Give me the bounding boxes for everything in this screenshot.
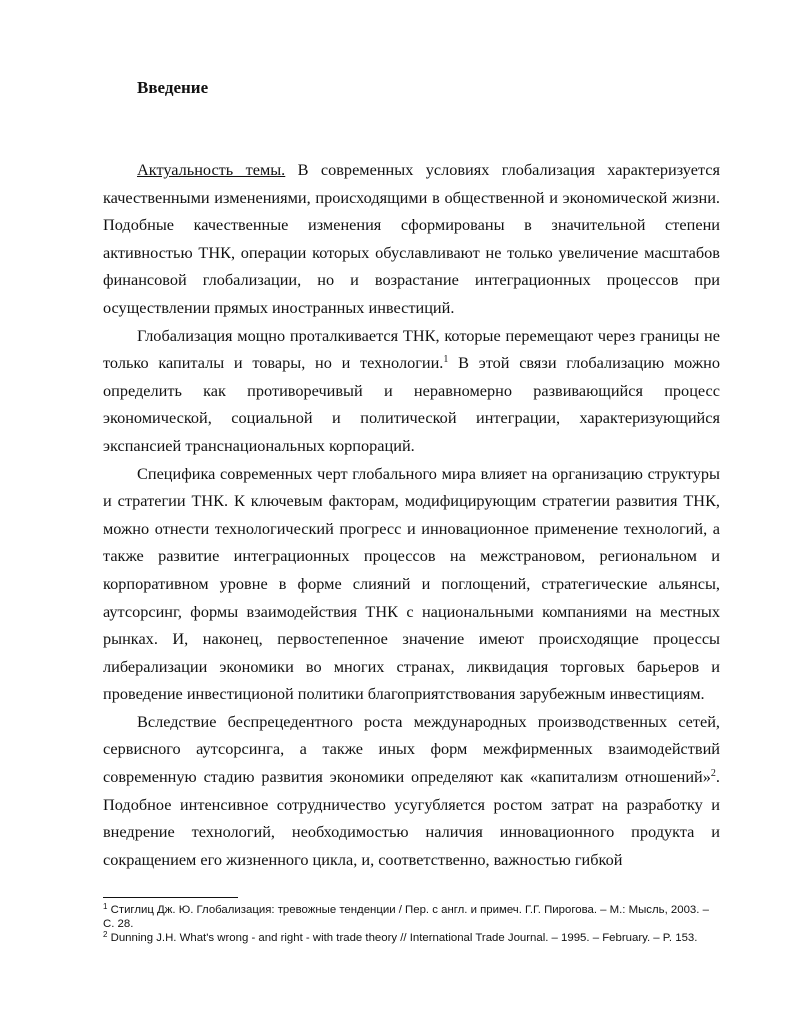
paragraph-text: Вследствие беспрецедентного роста международных производственных сетей, сервисного аутсорсинга, а также иных форм межфирменных взаимодействий современную стадию развития экономики определяют как «капитализм отношений» [103, 711, 720, 787]
paragraph-relevance [103, 156, 720, 322]
footnote-1 [103, 903, 720, 931]
paragraph-text: . Подобное интенсивное сотрудничество усугубляется ростом затрат на разработку и внедрение технологий, необходимостью наличия инновационного продукта и сокращением его жизненного цикла, и, соответственно, важностью гибкой [103, 767, 720, 869]
footnote-text: Стиглиц Дж. Ю. Глобализация: тревожные тенденции / Пер. с англ. и примеч. Г.Г. Пирогова. – М.: Мысль, 2003. – С. 28. [103, 904, 709, 930]
paragraph-text: Глобализация мощно проталкивается ТНК, которые перемещают через границы не только капиталы и товары, но и технологии. [103, 325, 720, 373]
body-text [103, 156, 720, 873]
footnote-divider [103, 897, 238, 898]
relevance-label: Актуальность темы. [137, 160, 286, 179]
footnote-ref-1[interactable]: 1 [443, 354, 449, 366]
footnote-number: 2 [103, 930, 108, 939]
paragraph-text: В современных условиях глобализация характеризуется качественными изменениями, происходящими в общественной и экономической жизни. Подобные качественные изменения сформированы в значительной степени активностью ТНК, операции которых обуславливают не только увеличение масштабов финансовой глобализации, но и возрастание интеграционных процессов при осуществлении прямых иностранных инвестиций. [103, 160, 720, 317]
paragraph-text: В этой связи глобализацию можно определить как противоречивый и неравномерно развивающийся процесс экономической, социальной и политической интеграции, характеризующийся экспансией транснациональных корпораций. [103, 353, 721, 455]
paragraph-relationships [103, 708, 720, 874]
paragraph-globalization [103, 322, 720, 460]
section-heading: Введение [137, 78, 209, 97]
paragraph-specifics [103, 460, 720, 708]
paragraph-text: Специфика современных черт глобального мира влияет на организацию структуры и стратегии ТНК. К ключевым факторам, модифицирующим стратегии развития ТНК, можно отнести технологический прогресс и инновационное применение технологий, а также развитие интеграционных процессов на межстрановом, региональном и корпоративном уровне в форме слияний и поглощений, стратегические альянсы, аутсорсинг, формы взаимодействия ТНК с национальными компаниями на местных рынках. И, наконец, первостепенное значение имеют происходящие процессы либерализации экономики во многих странах, ликвидация торговых барьеров и проведение инвестиционой политики благоприятствования зарубежным инвестициям. [103, 463, 720, 704]
footnote-text: Dunning J.H. What's wrong - and right - with trade theory // International Trade Journal. – 1995. – February. – P. 153. [110, 932, 698, 944]
footnote-ref-2[interactable]: 2 [710, 768, 716, 780]
footnote-number: 1 [103, 902, 108, 911]
footnote-2 [103, 931, 720, 945]
footnotes [103, 903, 720, 945]
